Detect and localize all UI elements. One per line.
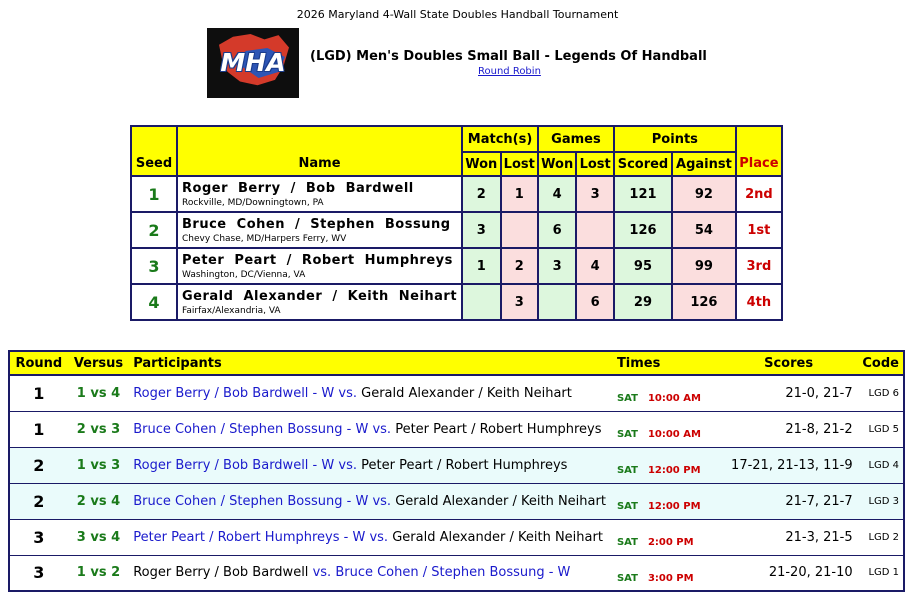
place-header: Place — [736, 126, 782, 176]
vs-text: vs. — [338, 457, 357, 473]
scores-cell: 21-8, 21-2 — [719, 411, 859, 447]
times-cell — [607, 555, 719, 591]
round-cell: 1 — [9, 411, 68, 447]
team-names: Roger Berry / Bob Bardwell — [182, 180, 414, 196]
scores-cell: 21-3, 21-5 — [719, 519, 859, 555]
matches-table — [8, 350, 905, 592]
versus-header: Versus — [68, 351, 129, 375]
points-scored-cell: 95 — [614, 248, 672, 284]
place-cell: 2nd — [736, 176, 782, 212]
team-cell — [177, 176, 462, 212]
participants-cell — [129, 447, 607, 483]
winning-team-link[interactable]: Bruce Cohen / Stephen Bossung - W — [133, 493, 369, 509]
winning-team-link[interactable]: Roger Berry / Bob Bardwell - W — [133, 385, 335, 401]
game-won-cell: 3 — [538, 248, 576, 284]
winning-team-link[interactable]: Bruce Cohen / Stephen Bossung - W — [133, 421, 369, 437]
scored-header: Scored — [614, 152, 672, 176]
game-lost-header: Lost — [576, 152, 613, 176]
logo-text: MHA — [220, 48, 286, 77]
scores-cell: 21-20, 21-10 — [719, 555, 859, 591]
standings-row — [131, 284, 782, 320]
round-cell: 1 — [9, 375, 68, 411]
match-row — [9, 555, 904, 591]
round-cell: 3 — [9, 555, 68, 591]
match-day: SAT — [616, 501, 638, 512]
match-won-cell: 1 — [462, 248, 500, 284]
winning-team-link[interactable]: Peter Peart / Robert Humphreys - W — [133, 529, 366, 545]
vs-text: vs. — [372, 421, 392, 437]
place-cell: 4th — [736, 284, 782, 320]
versus-cell: 1 vs 2 — [68, 555, 129, 591]
against-header: Against — [672, 152, 736, 176]
points-scored-cell: 126 — [614, 212, 672, 248]
place-cell: 3rd — [736, 248, 782, 284]
vs-text: vs. — [369, 529, 389, 545]
seed-cell: 4 — [131, 284, 177, 320]
match-won-cell: 3 — [462, 212, 500, 248]
place-cell: 1st — [736, 212, 782, 248]
event-title: (LGD) Men's Doubles Small Ball - Legends Of Handball — [310, 49, 707, 64]
team-names: Bruce Cohen / Stephen Bossung — [182, 216, 451, 232]
times-cell — [607, 483, 719, 519]
match-time: 3:00 PM — [647, 572, 694, 584]
scores-cell: 21-0, 21-7 — [719, 375, 859, 411]
game-won-cell: 6 — [538, 212, 576, 248]
seed-cell: 2 — [131, 212, 177, 248]
versus-cell: 2 vs 4 — [68, 483, 129, 519]
tournament-title: 2026 Maryland 4-Wall State Doubles Handball Tournament — [296, 8, 619, 21]
game-won-header: Won — [538, 152, 576, 176]
games-header: Games — [538, 126, 614, 152]
standings-row — [131, 212, 782, 248]
match-won-cell — [462, 284, 500, 320]
game-won-cell — [538, 284, 576, 320]
scores-header: Scores — [719, 351, 859, 375]
participants-cell — [129, 375, 607, 411]
points-against-cell: 126 — [672, 284, 736, 320]
team-location: Fairfax/Alexandria, VA — [182, 305, 281, 316]
match-time: 10:00 AM — [647, 429, 701, 440]
seed-cell: 1 — [131, 176, 177, 212]
times-header: Times — [607, 351, 719, 375]
winning-team-link[interactable]: Bruce Cohen / Stephen Bossung - W — [335, 565, 571, 581]
match-code: LGD 4 — [859, 447, 904, 483]
team-location: Chevy Chase, MD/Harpers Ferry, WV — [182, 233, 347, 244]
points-scored-cell: 29 — [614, 284, 672, 320]
losing-team-link[interactable]: Peter Peart / Robert Humphreys — [361, 457, 568, 473]
match-day: SAT — [616, 572, 638, 584]
vs-text: vs. — [372, 493, 392, 509]
times-cell — [607, 375, 719, 411]
standings-row — [131, 248, 782, 284]
points-scored-cell: 121 — [614, 176, 672, 212]
match-day: SAT — [616, 393, 638, 405]
times-cell — [607, 447, 719, 483]
team-cell — [177, 212, 462, 248]
match-time: 12:00 PM — [647, 465, 701, 476]
team-names: Peter Peart / Robert Humphreys — [182, 252, 453, 268]
match-row — [9, 483, 904, 519]
seed-header: Seed — [131, 126, 177, 176]
scores-cell: 17-21, 21-13, 11-9 — [719, 447, 859, 483]
match-row — [9, 519, 904, 555]
team-cell — [177, 248, 462, 284]
match-day: SAT — [616, 537, 638, 548]
winning-team-link[interactable]: Roger Berry / Bob Bardwell - W — [133, 457, 335, 473]
match-time: 10:00 AM — [647, 393, 701, 405]
match-lost-cell — [501, 212, 538, 248]
standings-row — [131, 176, 782, 212]
round-cell: 3 — [9, 519, 68, 555]
standings-table — [130, 125, 783, 321]
match-day: SAT — [616, 429, 638, 440]
game-lost-cell: 3 — [576, 176, 613, 212]
match-code: LGD 6 — [859, 375, 904, 411]
losing-team-link[interactable]: Gerald Alexander / Keith Neihart — [361, 385, 572, 401]
round-header: Round — [9, 351, 68, 375]
match-code: LGD 2 — [859, 519, 904, 555]
participants-cell — [129, 483, 607, 519]
scores-cell: 21-7, 21-7 — [719, 483, 859, 519]
points-header: Points — [614, 126, 736, 152]
matches-header: Match(s) — [462, 126, 538, 152]
match-row — [9, 447, 904, 483]
match-row — [9, 411, 904, 447]
participants-cell — [129, 519, 607, 555]
match-row — [9, 375, 904, 411]
name-header: Name — [177, 126, 462, 176]
match-code: LGD 5 — [859, 411, 904, 447]
versus-cell: 3 vs 4 — [68, 519, 129, 555]
mha-logo — [207, 28, 299, 98]
versus-cell: 1 vs 3 — [68, 447, 129, 483]
vs-text: vs. — [338, 385, 357, 401]
team-cell — [177, 284, 462, 320]
game-won-cell: 4 — [538, 176, 576, 212]
code-header: Code — [859, 351, 904, 375]
losing-team-link[interactable]: Gerald Alexander / Keith Neihart — [392, 529, 603, 545]
match-time: 12:00 PM — [647, 501, 701, 512]
participants-header: Participants — [129, 351, 607, 375]
points-against-cell: 92 — [672, 176, 736, 212]
participants-cell — [129, 411, 607, 447]
match-won-header: Won — [462, 152, 500, 176]
round-robin-link[interactable]: Round Robin — [478, 66, 541, 77]
versus-cell: 1 vs 4 — [68, 375, 129, 411]
game-lost-cell: 6 — [576, 284, 613, 320]
versus-cell: 2 vs 3 — [68, 411, 129, 447]
team-names: Gerald Alexander / Keith Neihart — [182, 288, 458, 304]
team-location: Rockville, MD/Downingtown, PA — [182, 197, 324, 208]
round-cell: 2 — [9, 483, 68, 519]
losing-team-link[interactable]: Peter Peart / Robert Humphreys — [395, 421, 602, 437]
match-won-cell: 2 — [462, 176, 500, 212]
points-against-cell: 99 — [672, 248, 736, 284]
points-against-cell: 54 — [672, 212, 736, 248]
seed-cell: 3 — [131, 248, 177, 284]
match-code: LGD 3 — [859, 483, 904, 519]
match-lost-header: Lost — [501, 152, 538, 176]
match-lost-cell: 2 — [501, 248, 538, 284]
times-cell — [607, 411, 719, 447]
game-lost-cell: 4 — [576, 248, 613, 284]
times-cell — [607, 519, 719, 555]
vs-text: vs. — [312, 565, 332, 581]
game-lost-cell — [576, 212, 613, 248]
losing-team-link[interactable]: Roger Berry / Bob Bardwell — [133, 565, 309, 581]
participants-cell — [129, 555, 607, 591]
round-cell: 2 — [9, 447, 68, 483]
match-time: 2:00 PM — [647, 537, 694, 548]
team-location: Washington, DC/Vienna, VA — [182, 269, 306, 280]
losing-team-link[interactable]: Gerald Alexander / Keith Neihart — [395, 493, 606, 509]
match-lost-cell: 3 — [501, 284, 538, 320]
match-day: SAT — [616, 465, 638, 476]
match-code: LGD 1 — [859, 555, 904, 591]
match-lost-cell: 1 — [501, 176, 538, 212]
